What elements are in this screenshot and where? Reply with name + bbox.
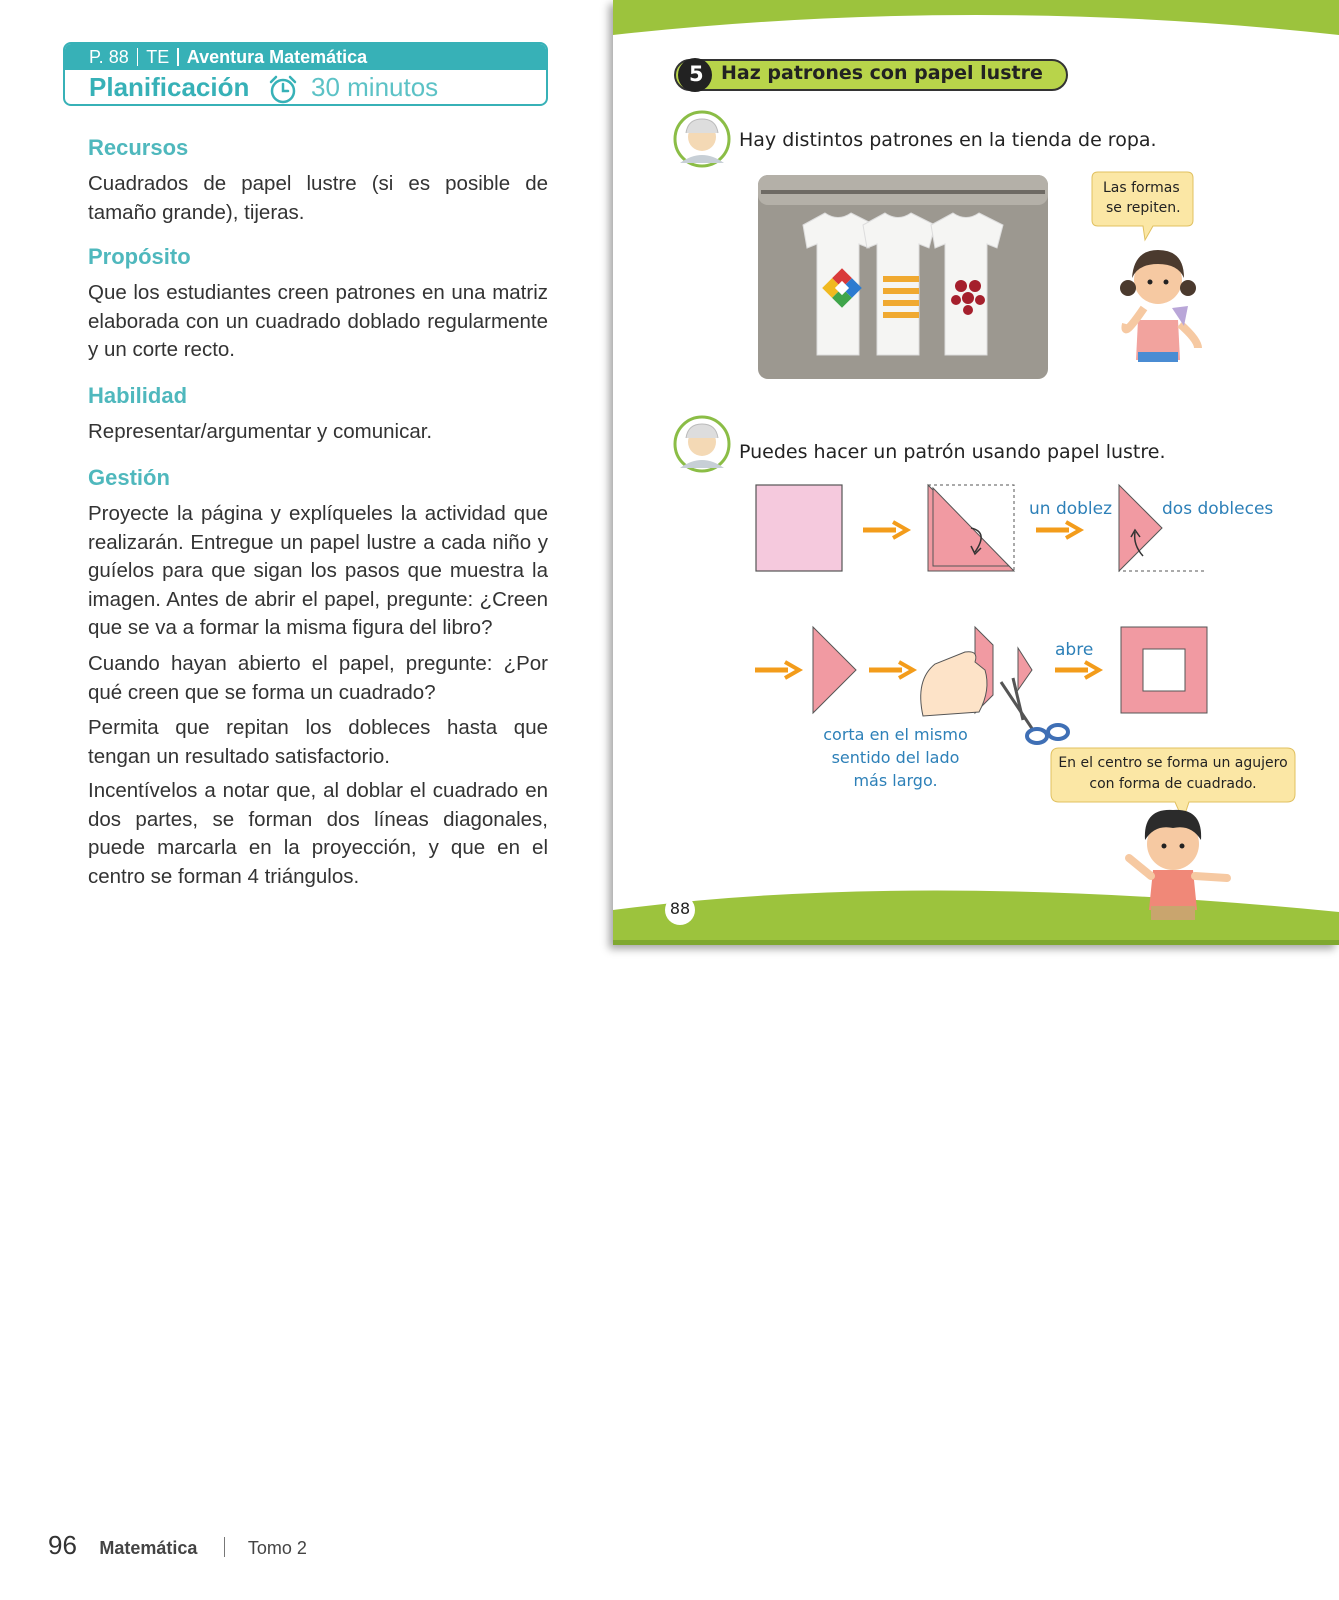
activity-title: Haz patrones con papel lustre xyxy=(721,62,1043,84)
duration: 30 minutos xyxy=(311,72,439,102)
gestion-paragraph: Permita que repitan los dobleces hasta que tengan un resultado satisfactorio. xyxy=(88,716,548,768)
gestion-paragraph: Proyecte la página y explíqueles la actividad que realizarán. Entregue un papel lustre a cada niño y guíelos para que sigan los pasos que muestra la imagen. Antes de abrir el papel, pregunte: ¿Creen que se va a formar la misma figura del libro? xyxy=(88,502,548,639)
fold-two-label: dos dobleces xyxy=(1162,499,1274,519)
boy-bubble-line: con forma de cuadrado. xyxy=(1089,776,1257,792)
arrow-right-icon xyxy=(1036,522,1080,538)
planning-header xyxy=(63,42,548,106)
teacher-avatar xyxy=(675,417,729,471)
activity-number: 5 xyxy=(689,62,704,86)
arrow-right-icon xyxy=(863,522,907,538)
page-footer xyxy=(48,1530,307,1561)
fold-one-label: un doblez xyxy=(1029,499,1113,519)
girl-character xyxy=(1120,250,1198,362)
twice-folded-triangle xyxy=(1119,485,1162,571)
footer-volume: Tomo 2 xyxy=(247,1538,307,1558)
book-page-number: 88 xyxy=(669,899,691,918)
recursos-text: Cuadrados de papel lustre (si es posible de tamaño grande), tijeras. xyxy=(88,172,548,224)
intro-line: Hay distintos patrones en la tienda de ropa. xyxy=(739,129,1157,151)
open-label: abre xyxy=(1055,640,1094,660)
girl-bubble-line: se repiten. xyxy=(1106,200,1181,216)
header-strip xyxy=(65,44,546,70)
arrow-right-icon xyxy=(869,662,913,678)
te-label: TE xyxy=(146,47,170,67)
boy-bubble-line: En el centro se forma un agujero xyxy=(1058,755,1288,771)
girl-bubble-line: Las formas xyxy=(1103,180,1180,196)
arrow-right-icon xyxy=(1055,662,1099,678)
footer-subject: Matemática xyxy=(99,1538,198,1558)
proposito-text: Que los estudiantes creen patrones en una matriz elaborada con un cuadrado doblado regularmente y un corte recto. xyxy=(88,281,548,361)
proposito-heading: Propósito xyxy=(88,244,191,269)
habilidad-heading: Habilidad xyxy=(88,383,188,408)
gestion-paragraph: Incentívelos a notar que, al doblar el cuadrado en dos partes, se forman dos líneas diagonales, puede marcarla en la proyección, y que en el centro se forman 4 triángulos. xyxy=(88,779,548,888)
footer-page-number: 96 xyxy=(48,1530,77,1560)
scissors-icon xyxy=(1001,678,1068,743)
alarm-clock-icon xyxy=(267,74,299,106)
cut-instruction-line: corta en el mismo xyxy=(823,725,968,744)
gestion-paragraph: Cuando hayan abierto el papel, pregunte: ¿Por qué creen que se forma un cuadrado? xyxy=(88,652,548,704)
cut-instruction-line: más largo. xyxy=(853,771,938,790)
student-book-page xyxy=(613,0,1339,945)
book-title: Aventura Matemática xyxy=(186,47,368,67)
paper-square xyxy=(756,485,842,571)
teacher-avatar xyxy=(675,112,729,166)
gestion-heading: Gestión xyxy=(88,465,170,490)
instruction-line: Puedes hacer un patrón usando papel lustre. xyxy=(739,441,1166,463)
page-ref: P. 88 xyxy=(89,47,129,67)
arrow-right-icon xyxy=(755,662,799,678)
planning-title: Planificación xyxy=(89,72,250,102)
habilidad-text: Representar/argumentar y comunicar. xyxy=(88,420,433,443)
cut-instruction-line: sentido del lado xyxy=(831,748,960,767)
recursos-heading: Recursos xyxy=(88,135,189,160)
